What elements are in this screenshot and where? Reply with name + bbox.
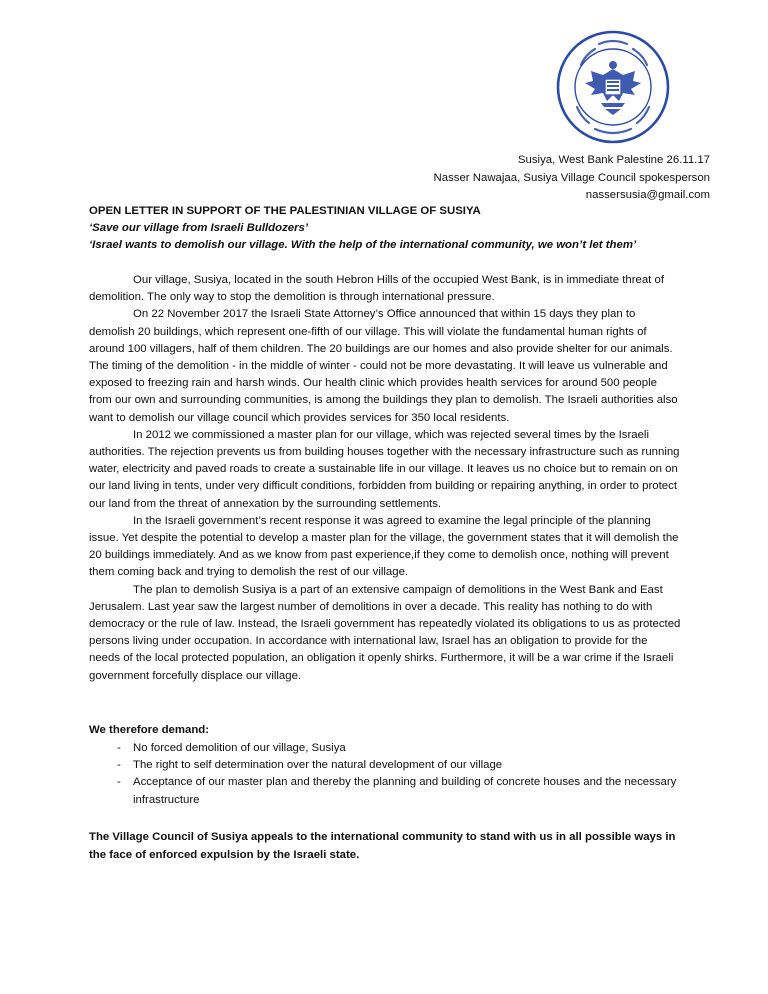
subtitle-save-village: ‘Save our village from Israeli Bulldozers’ — [89, 222, 309, 234]
subtitle-demolish: ‘Israel wants to demolish our village. With the help of the international community, we won’t let them’ — [89, 239, 637, 251]
spokesperson: Nasser Nawajaa, Susiya Village Council spokesperson — [433, 171, 710, 184]
list-item — [89, 757, 689, 774]
place-date: Susiya, West Bank Palestine 26.11.17 — [517, 154, 710, 166]
demand-text: Acceptance of our master plan and thereby the planning and building of concrete houses and the necessary infrastructure — [133, 776, 677, 806]
title-block — [89, 203, 689, 254]
list-item — [89, 740, 689, 757]
emblem-eagle-icon — [555, 29, 671, 145]
demand-text: The right to self determination over the natural development of our village — [133, 759, 503, 772]
demand-text: No forced demolition of our village, Susiya — [133, 742, 346, 754]
list-item — [89, 774, 689, 808]
closing-appeal: The Village Council of Susiya appeals to the international community to stand with us in all possible ways in the face of enforced expulsion by the Israeli state. — [89, 831, 676, 862]
dash-bullet: - — [117, 742, 121, 754]
demands-heading: We therefore demand: — [89, 724, 210, 736]
dash-bullet: - — [117, 776, 121, 789]
paragraph: Our village, Susiya, located in the south Hebron Hills of the occupied West Bank, is in immediate threat of demolition. The only way to stop the demolition is through international pressure. — [89, 274, 664, 304]
paragraph: In 2012 we commissioned a master plan for our village, which was rejected several times by the Israeli authorities. The rejection prevents us from building houses together with the necessary infrastructure such as running water, electricity and paved roads to create a sustainable life in our village. It leaves us no choice but to remain on on our land living in tents, under very difficult conditions, forbidden from building or repairing anything, in order to protect our land from the threat of annexation by the surrounding settlements. — [89, 428, 680, 510]
dash-bullet: - — [117, 759, 121, 772]
paragraph: The plan to demolish Susiya is a part of an extensive campaign of demolitions in the West Bank and East Jerusalem. Last year saw the largest number of demolitions in over a decade. This reality has nothing to do with democracy or the rule of law. Instead, the Israeli government has repeatedly violated its obligations to us as protected persons living under occupation. In accordance with international law, Israel has an obligation to provide for the needs of the local protected population, an obligation it openly shirks. Furthermore, it will be a war crime if the Israeli government forcefully displace our village. — [89, 583, 681, 682]
paragraph: On 22 November 2017 the Israeli State Attorney’s Office announced that within 15 days they plan to demolish 20 buildings, which represent one-fifth of our village. This will violate the fundamental human rights of around 100 villagers, half of them children. The 20 buildings are our homes and also provide shelter for our animals. The timing of the demolition - in the middle of winter - could not be more devastating. It will leave us vulnerable and exposed to freezing rain and harsh winds. Our health clinic which provides health services for around 500 people from our own and surrounding communities, is among the buildings they plan to demolish. The Israeli authorities also want to demolish our village council which provides services for 350 local residents. — [89, 308, 678, 424]
letter-title: OPEN LETTER IN SUPPORT OF THE PALESTINIAN VILLAGE OF SUSIYA — [89, 205, 481, 217]
council-seal — [555, 29, 671, 145]
demands-list — [89, 740, 689, 809]
paragraph: In the Israeli government’s recent response it was agreed to examine the legal principle of the planning issue. Yet despite the potential to develop a master plan for the village, the government states that it will demolish the 20 buildings immediately. And as we know from past experience,if they come to demolish once, nothing will prevent them coming back and trying to demolish the rest of our village. — [89, 514, 679, 579]
letter-header — [434, 152, 710, 205]
email-address: nassersusia@gmail.com — [585, 189, 710, 202]
letter-body — [89, 272, 681, 685]
